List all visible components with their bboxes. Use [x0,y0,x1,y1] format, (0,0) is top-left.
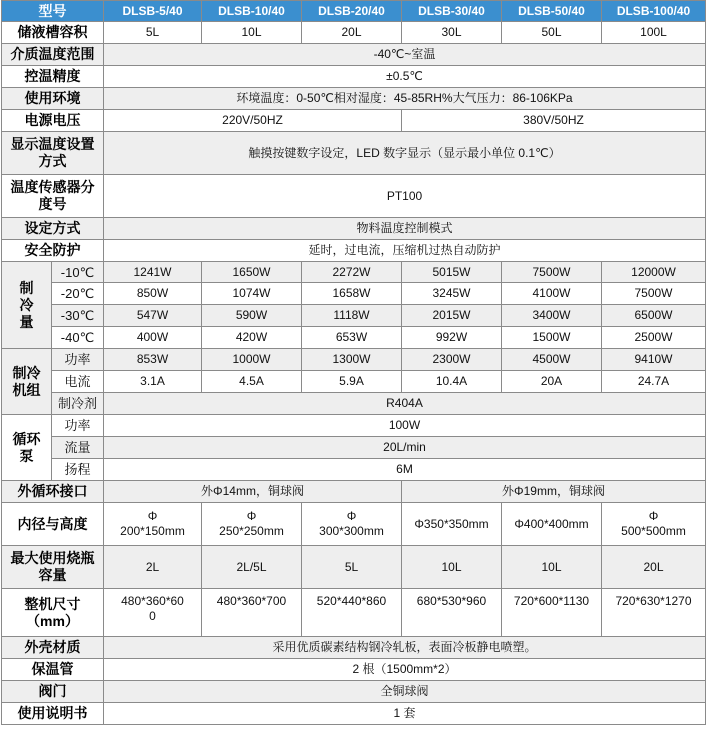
table-cell: 20L [602,546,706,589]
sub-label: -30℃ [52,305,104,327]
model-header-label: 型号 [2,1,104,22]
table-cell: 4500W [502,349,602,371]
row-label [2,175,104,218]
table-cell: 547W [104,305,202,327]
cell-line: Φ [346,509,357,523]
cooling-capacity-row [2,327,706,349]
table-cell: 2015W [402,305,502,327]
row-label-line: 度号 [38,196,67,212]
row-label: 外循环接口 [2,481,104,503]
table-cell: 2272W [302,262,402,283]
sub-label: 电流 [52,371,104,393]
row-label: 保温管 [2,659,104,681]
cell-line: 250*250mm [219,524,284,538]
table-cell [302,503,402,546]
manual-row [2,703,706,725]
table-cell [602,503,706,546]
sub-label: -40℃ [52,327,104,349]
table-cell: -40℃~室温 [104,44,706,66]
sub-label: 功率 [52,415,104,437]
table-cell: 物料温度控制模式 [104,218,706,240]
row-label-line: 泵 [19,447,34,464]
table-cell [502,503,602,546]
setting-mode-row [2,218,706,240]
table-cell: 触摸按键数字设定，LED 数字显示（显示最小单位 0.1℃） [104,132,706,175]
insulation-pipe-row [2,659,706,681]
table-cell: 1650W [202,262,302,283]
cell-line: 520*440*860 [316,594,387,608]
table-cell: 10L [502,546,602,589]
temp-precision-row [2,66,706,88]
row-label: 使用环境 [2,88,104,110]
table-cell: 5.9A [302,371,402,393]
row-label-line: 制冷 [12,364,41,381]
row-label [2,132,104,175]
model-name: DLSB-20/40 [302,1,402,22]
table-cell: 420W [202,327,302,349]
medium-temp-range-row [2,44,706,66]
table-cell: 653W [302,327,402,349]
environment-row [2,88,706,110]
circulation-pump-label [2,415,52,481]
inner-diameter-row [2,503,706,546]
table-cell: 380V/50HZ [402,110,706,132]
table-cell: 1300W [302,349,402,371]
table-cell: 3400W [502,305,602,327]
spec-table [1,0,706,725]
table-cell [602,589,706,637]
table-cell: 9410W [602,349,706,371]
sub-label: 制冷剂 [52,393,104,415]
table-cell: 2L [104,546,202,589]
table-cell: 1000W [202,349,302,371]
table-cell: 10L [202,22,302,44]
table-cell: 20L [302,22,402,44]
table-cell: 5015W [402,262,502,283]
cell-line: Φ350*350mm [414,516,489,531]
temp-sensor-row [2,175,706,218]
sub-label: -20℃ [52,283,104,305]
cell-line: 480*360*60 [121,594,184,608]
sub-label: -10℃ [52,262,104,283]
table-cell: ±0.5℃ [104,66,706,88]
table-cell [104,589,202,637]
table-cell: 2500W [602,327,706,349]
safety-row [2,240,706,262]
cooling-capacity-row [2,262,706,283]
table-cell: 50L [502,22,602,44]
refrigeration-power-row [2,349,706,371]
row-label-line: 机组 [12,381,41,398]
table-cell [202,503,302,546]
table-cell: 1074W [202,283,302,305]
model-name: DLSB-30/40 [402,1,502,22]
row-label: 设定方式 [2,218,104,240]
table-cell: 4.5A [202,371,302,393]
row-label: 介质温度范围 [2,44,104,66]
pump-flow-row [2,437,706,459]
row-label-char: 量 [19,313,34,330]
table-cell: 992W [402,327,502,349]
table-cell: 20L/min [104,437,706,459]
table-cell: 590W [202,305,302,327]
table-cell: 20A [502,371,602,393]
table-cell: 1118W [302,305,402,327]
row-label-char: 制 [19,279,34,296]
cell-line: 0 [149,609,156,623]
table-cell: 1 套 [104,703,706,725]
pump-head-row [2,459,706,481]
table-cell: 全铜球阀 [104,681,706,703]
cooling-capacity-row [2,305,706,327]
max-flask-row [2,546,706,589]
cell-line: 480*360*700 [216,594,287,608]
table-cell [402,589,502,637]
shell-material-row [2,637,706,659]
tank-volume-row [2,22,706,44]
table-cell: 853W [104,349,202,371]
pump-power-row [2,415,706,437]
row-label-line: 显示温度设置 [10,136,95,152]
header-row [2,1,706,22]
table-cell: 1658W [302,283,402,305]
row-label: 整机尺寸（mm） [2,589,104,637]
row-label: 阀门 [2,681,104,703]
table-cell: 400W [104,327,202,349]
table-cell: 延时，过电流，压缩机过热自动防护 [104,240,706,262]
sub-label: 扬程 [52,459,104,481]
row-label: 使用说明书 [2,703,104,725]
power-voltage-row [2,110,706,132]
table-cell: R404A [104,393,706,415]
table-cell: 6M [104,459,706,481]
valve-row [2,681,706,703]
model-name: DLSB-5/40 [104,1,202,22]
table-cell: 5L [104,22,202,44]
table-cell: 3245W [402,283,502,305]
table-cell [202,589,302,637]
table-cell: 3.1A [104,371,202,393]
table-cell: 2300W [402,349,502,371]
row-label-line: 循环 [12,430,41,447]
model-name: DLSB-50/40 [502,1,602,22]
refrigeration-current-row [2,371,706,393]
cell-line: 500*500mm [621,524,686,538]
table-cell: 10L [402,546,502,589]
table-cell: 外Φ14mm，铜球阀 [104,481,402,503]
table-cell: 5L [302,546,402,589]
refrigerant-row [2,393,706,415]
table-cell: 30L [402,22,502,44]
row-label: 电源电压 [2,110,104,132]
table-cell [302,589,402,637]
table-cell: 7500W [502,262,602,283]
table-cell: 12000W [602,262,706,283]
cell-line: Φ [147,509,158,523]
table-cell: 外Φ19mm，铜球阀 [402,481,706,503]
table-cell: 2L/5L [202,546,302,589]
table-cell [502,589,602,637]
cell-line: 200*150mm [120,524,185,538]
table-cell: 7500W [602,283,706,305]
table-cell: 6500W [602,305,706,327]
cell-line: Φ400*400mm [514,516,589,531]
table-cell: 10.4A [402,371,502,393]
row-label-char: 冷 [19,296,34,313]
table-cell: PT100 [104,175,706,218]
row-label: 内径与高度 [2,503,104,546]
cell-line: 300*300mm [319,524,384,538]
row-label [2,546,104,589]
row-label-line: 温度传感器分 [10,179,95,195]
row-label-line: 最大使用烧瓶 [10,550,95,566]
model-name: DLSB-10/40 [202,1,302,22]
table-cell: 220V/50HZ [104,110,402,132]
overall-size-row [2,589,706,637]
row-label: 外壳材质 [2,637,104,659]
cell-line: Φ [648,509,659,523]
table-cell [104,503,202,546]
cooling-capacity-row [2,283,706,305]
table-cell: 采用优质碳素结构钢冷轧板，表面冷板静电喷塑。 [104,637,706,659]
row-label: 储液槽容积 [2,22,104,44]
refrigeration-unit-label [2,349,52,415]
table-cell: 环境温度：0-50℃相对湿度：45-85RH%大气压力：86-106KPa [104,88,706,110]
table-cell: 1241W [104,262,202,283]
table-cell: 850W [104,283,202,305]
model-name: DLSB-100/40 [602,1,706,22]
external-port-row [2,481,706,503]
row-label: 安全防护 [2,240,104,262]
row-label-line: 容量 [38,567,67,583]
sub-label: 流量 [52,437,104,459]
cell-line: Φ [246,509,257,523]
table-cell: 24.7A [602,371,706,393]
cell-line: 720*600*1130 [513,594,590,608]
sub-label: 功率 [52,349,104,371]
row-label-line: 方式 [38,153,67,169]
table-cell: 100W [104,415,706,437]
display-setting-row [2,132,706,175]
table-cell: 1500W [502,327,602,349]
table-cell: 100L [602,22,706,44]
cell-line: 680*530*960 [416,594,487,608]
cooling-capacity-label [2,262,52,349]
cell-line: 720*630*1270 [615,594,692,608]
table-cell [402,503,502,546]
table-cell: 4100W [502,283,602,305]
row-label: 控温精度 [2,66,104,88]
table-cell: 2 根（1500mm*2） [104,659,706,681]
